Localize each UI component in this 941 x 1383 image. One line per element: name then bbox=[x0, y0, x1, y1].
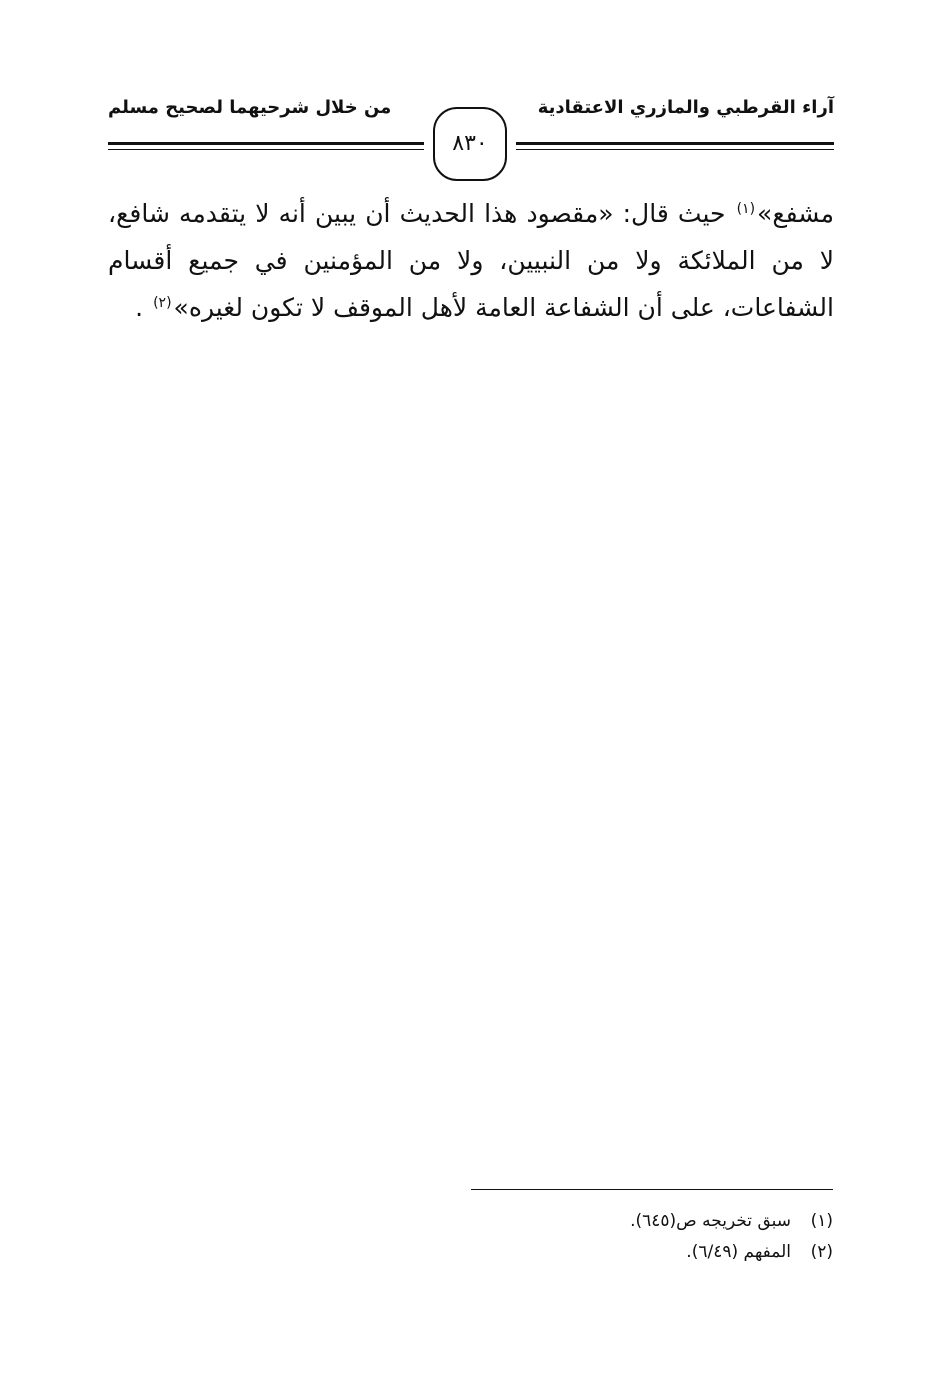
footnote-separator bbox=[471, 1189, 833, 1190]
page-header bbox=[108, 94, 834, 194]
text-segment: . bbox=[135, 293, 152, 322]
footnote-reference: (٢) bbox=[153, 294, 172, 311]
running-title-left: من خلال شرحيهما لصحيح مسلم bbox=[108, 97, 392, 118]
footnote-item bbox=[107, 1206, 833, 1237]
header-rule-left-thick bbox=[108, 142, 424, 145]
header-rule-left-thin bbox=[108, 149, 424, 150]
footnote-reference: (١) bbox=[736, 200, 756, 217]
page-number: ٨٣٠ bbox=[452, 131, 488, 156]
footnote-text: سبق تخريجه ص(٦٤٥). bbox=[630, 1211, 791, 1231]
footnote-marker: (٢) bbox=[810, 1242, 833, 1262]
footnote-marker: (١) bbox=[810, 1211, 833, 1231]
running-title-right: آراء القرطبي والمازري الاعتقادية bbox=[537, 97, 834, 118]
text-segment: مشفع» bbox=[757, 199, 834, 228]
page-number-frame bbox=[433, 107, 507, 181]
header-rule-right-thick bbox=[516, 142, 834, 145]
text-segment: حيث قال: «مقصود هذا الحديث أن يبين أنه لا يتقدمه شافع، لا من الملائكة ولا من النبيين، ولا من المؤمنين في جميع أقسام الشفاعات، على أن الشفاعة العامة لأهل الموقف لا تكون لغيره» bbox=[108, 199, 834, 322]
footnote-text: المفهم (٦/٤٩). bbox=[686, 1242, 791, 1262]
header-rule-right-thin bbox=[516, 149, 834, 150]
footnotes bbox=[107, 1206, 833, 1268]
main-paragraph bbox=[108, 190, 834, 331]
footnote-item bbox=[107, 1237, 833, 1268]
